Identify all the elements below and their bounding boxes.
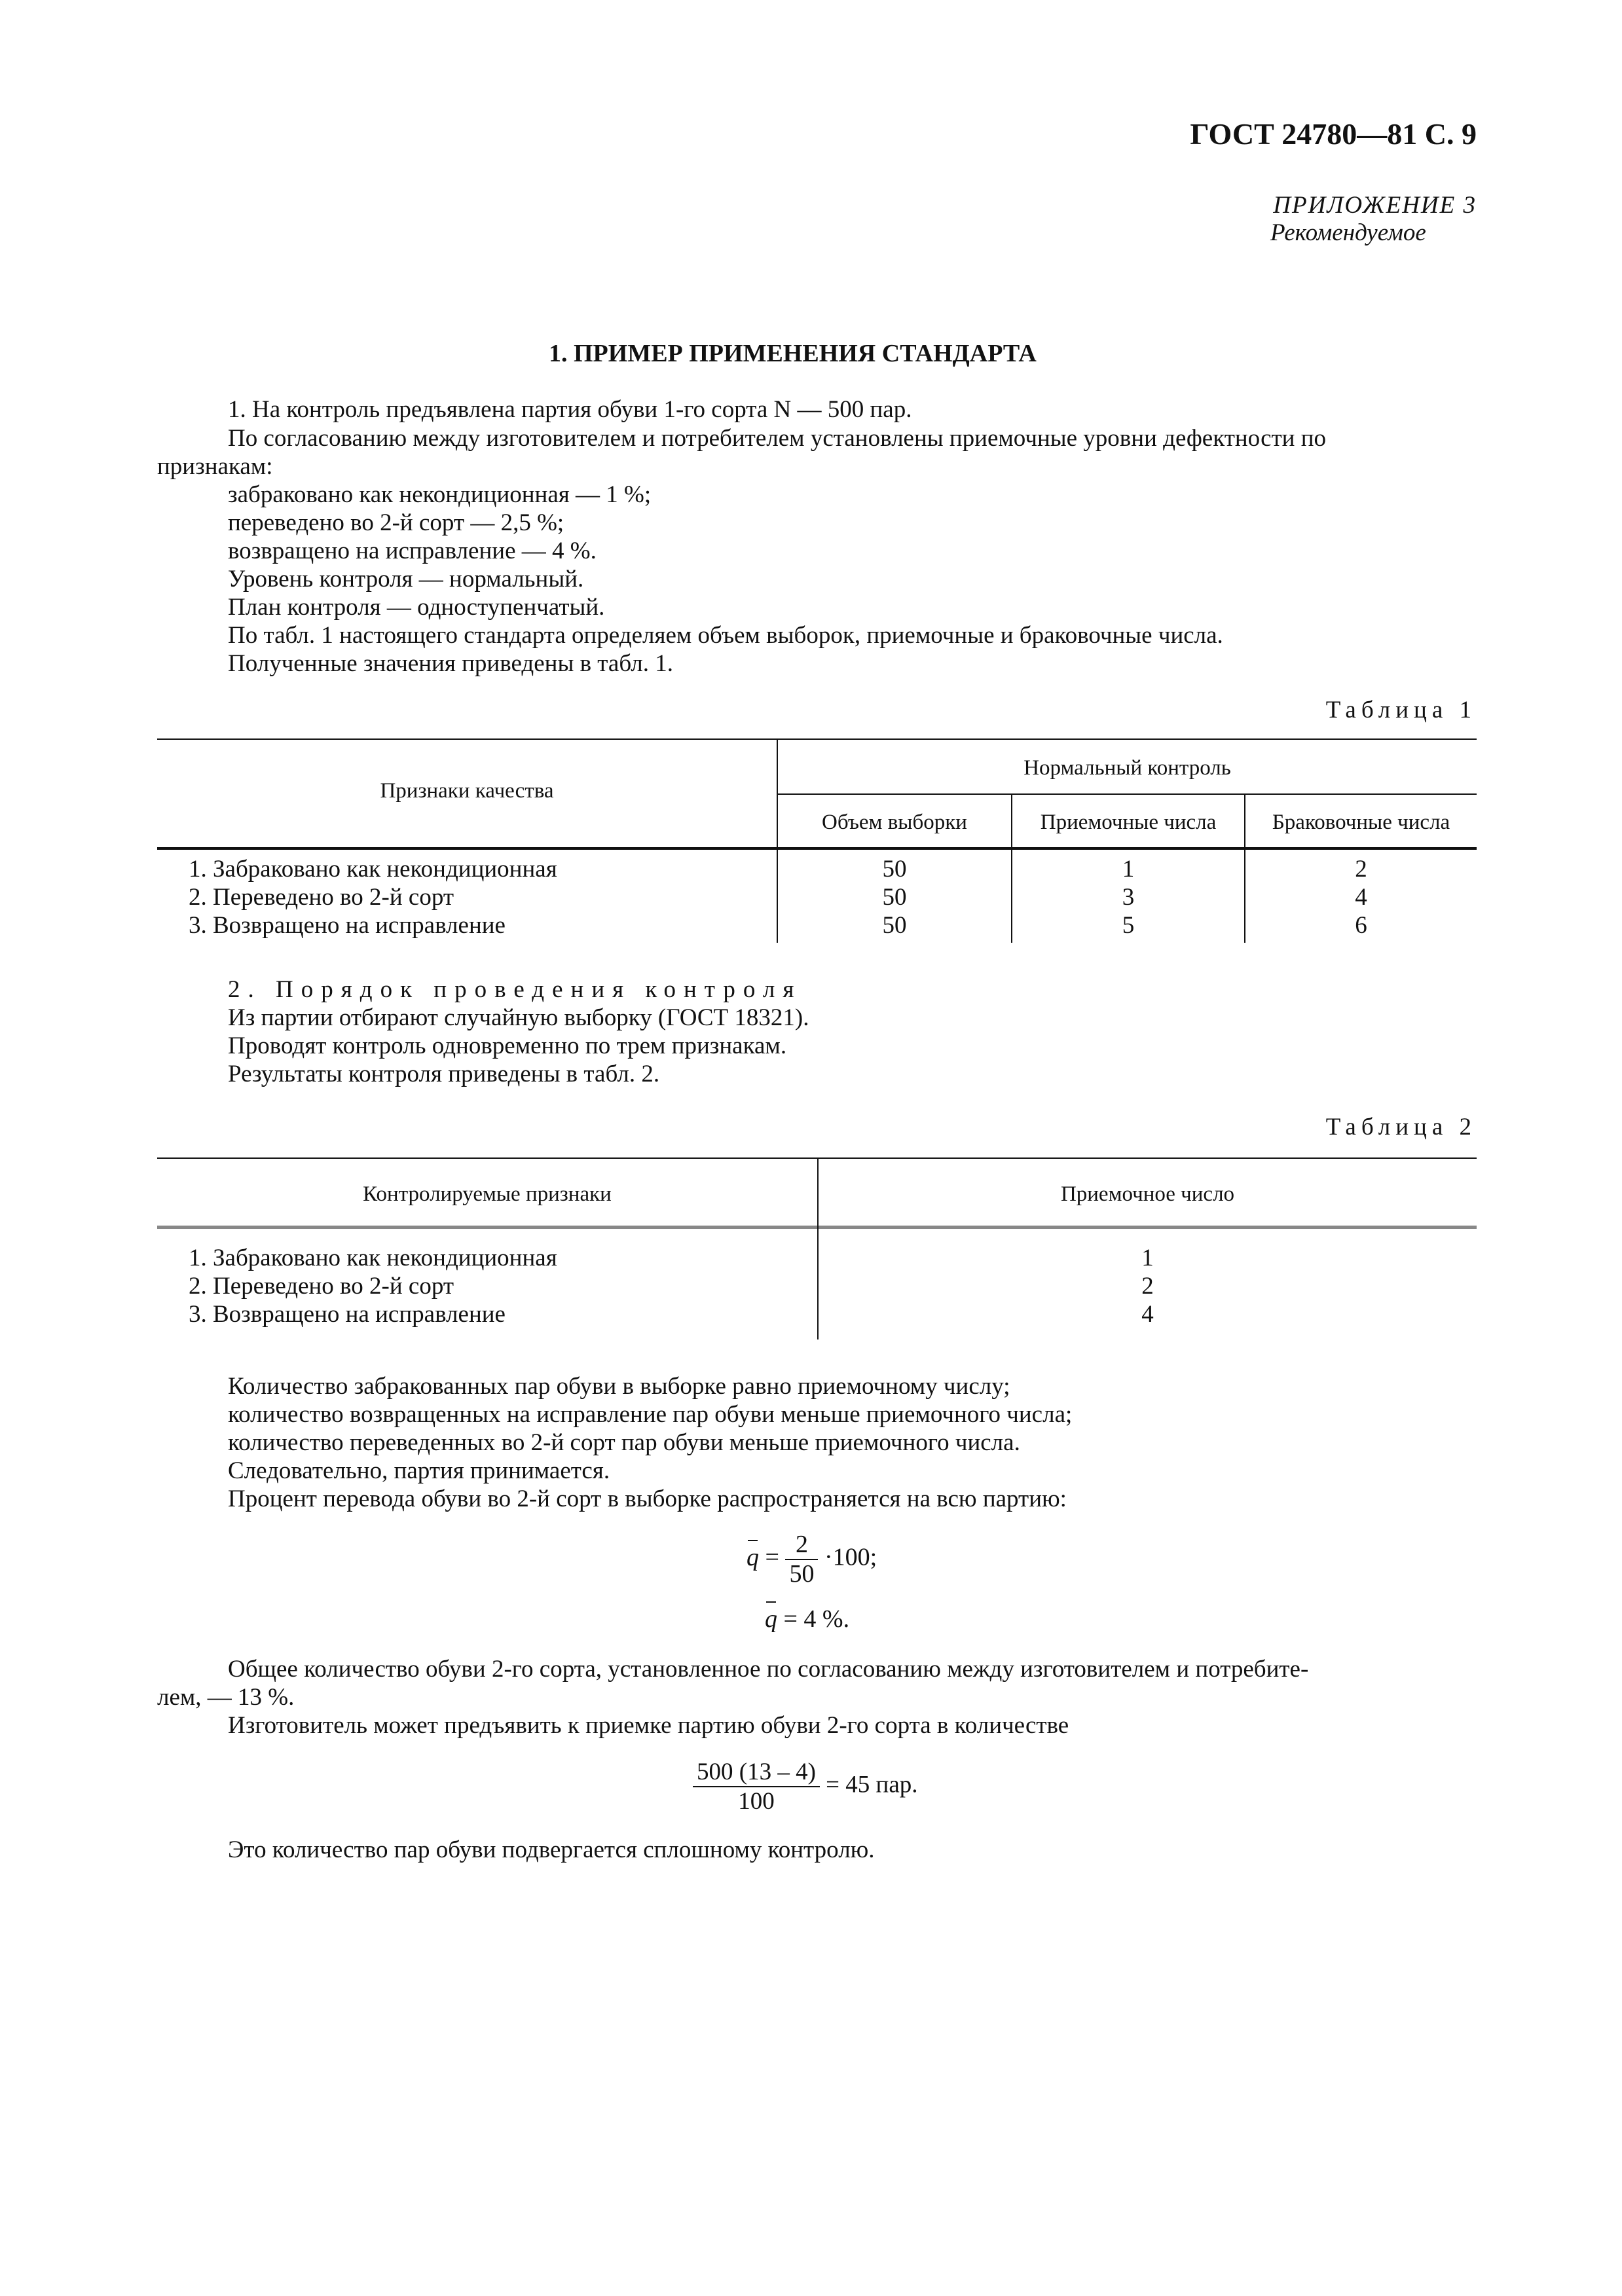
intro-l6: По табл. 1 настоящего стандарта определяем объем выборок, приемочные и браковочные числа. (228, 622, 1223, 649)
table2-col-accept: Приемочное число (1060, 1182, 1235, 1206)
formula2-denominator: 100 (738, 1788, 775, 1815)
table2-caption: Таблица 2 (1325, 1114, 1477, 1140)
table1-col-sample: Объем выборки (822, 811, 967, 834)
intro-p1: 1. На контроль предъявлена партия обуви 1-го сорта N — 500 пар. (228, 396, 912, 423)
total-l2: лем, — 13 %. (157, 1684, 295, 1711)
table1-group-rule (778, 793, 1477, 795)
formula-numerator: 2 (785, 1531, 818, 1560)
table2-row-3-value: 4 (1141, 1301, 1154, 1328)
table1-row-3-reject: 6 (1355, 912, 1367, 939)
formula-result-q-bar: q (765, 1605, 777, 1633)
table1-row-1-reject: 2 (1355, 856, 1367, 883)
formula-percent (746, 1531, 877, 1588)
intro-l5: План контроля — одноступенчатый. (228, 594, 605, 621)
table1-row-3-sample: 50 (882, 912, 907, 939)
intro-p2-line1: По согласованию между изготовителем и потребителем установлены приемочные уровни дефектности по (228, 425, 1327, 452)
table1-col-reject: Браковочные числа (1272, 811, 1450, 834)
conclusion-l2: количество возвращенных на исправление пар обуви меньше приемочного числа; (228, 1401, 1073, 1428)
table2-col-features: Контролируемые признаки (363, 1182, 612, 1206)
formula-tail: ·100; (824, 1543, 877, 1571)
table1-row-2-sample: 50 (882, 884, 907, 911)
conclusion-l3: количество переведенных во 2-й сорт пар обуви меньше приемочного числа. (228, 1429, 1020, 1456)
table2-row-3-label: 3. Возвращено на исправление (189, 1301, 506, 1328)
table1-row-3-accept: 5 (1122, 912, 1135, 939)
conclusion-l4: Следовательно, партия принимается. (228, 1457, 610, 1484)
procedure-l2: Проводят контроль одновременно по трем признакам. (228, 1032, 787, 1059)
total-l3: Изготовитель может предъявить к приемке партию обуви 2-го сорта в количестве (228, 1712, 1069, 1739)
table1-top-rule (157, 738, 1477, 740)
appendix-status: Рекомендуемое (1270, 219, 1426, 246)
procedure-l1: Из партии отбирают случайную выборку (ГОСТ 18321). (228, 1004, 809, 1031)
appendix-label: ПРИЛОЖЕНИЕ 3 (1273, 192, 1477, 219)
table2-row-2-value: 2 (1141, 1273, 1154, 1300)
procedure-l3: Результаты контроля приведены в табл. 2. (228, 1061, 660, 1087)
table1-row-1-label: 1. Забраковано как некондиционная (189, 856, 557, 883)
formula2-numerator: 500 (13 – 4) (693, 1758, 820, 1787)
formula-result-value: = 4 %. (783, 1605, 850, 1633)
table2-row-1-value: 1 (1141, 1245, 1154, 1271)
intro-l4: Уровень контроля — нормальный. (228, 566, 584, 592)
table2-row-1-label: 1. Забраковано как некондиционная (189, 1245, 557, 1271)
intro-l2: переведено во 2-й сорт — 2,5 %; (228, 509, 564, 536)
intro-l3: возвращено на исправление — 4 %. (228, 538, 597, 564)
intro-p2-line2: признакам: (157, 453, 273, 480)
final-sentence: Это количество пар обуви подвергается сплошному контролю. (228, 1836, 875, 1863)
intro-l7: Полученные значения приведены в табл. 1. (228, 650, 673, 677)
formula2-fraction (693, 1758, 820, 1815)
formula2-tail: = 45 пар. (826, 1771, 918, 1798)
total-l1: Общее количество обуви 2-го сорта, установленное по согласованию между изготовителем и потребите- (228, 1656, 1309, 1683)
conclusion-l5: Процент перевода обуви во 2-й сорт в выборке распространяется на всю партию: (228, 1485, 1067, 1512)
table1-group-header: Нормальный контроль (1023, 756, 1231, 780)
table1-row-2-reject: 4 (1355, 884, 1367, 911)
table1-col-quality: Признаки качества (380, 779, 554, 803)
table1-header-rule (157, 847, 1477, 850)
table1-col-accept: Приемочные числа (1040, 811, 1217, 834)
table1-row-1-sample: 50 (882, 856, 907, 883)
formula-fraction (785, 1531, 818, 1588)
procedure-title: 2. Порядок проведения контроля (228, 976, 802, 1003)
table1-row-2-accept: 3 (1122, 884, 1135, 911)
formula-denominator: 50 (789, 1560, 815, 1588)
formula-eq: = (765, 1543, 779, 1571)
formula-quantity (693, 1758, 918, 1815)
conclusion-l1: Количество забракованных пар обуви в выборке равно приемочному числу; (228, 1373, 1010, 1400)
table1-row-2-label: 2. Переведено во 2-й сорт (189, 884, 454, 911)
table1-caption: Таблица 1 (1325, 697, 1477, 723)
gost-header: ГОСТ 24780—81 С. 9 (1190, 117, 1477, 151)
table1-row-3-label: 3. Возвращено на исправление (189, 912, 506, 939)
table1-row-1-accept: 1 (1122, 856, 1135, 883)
formula-result (765, 1605, 849, 1633)
table2-row-2-label: 2. Переведено во 2-й сорт (189, 1273, 454, 1300)
formula-q-bar: q (746, 1543, 759, 1571)
intro-l1: забраковано как некондиционная — 1 %; (228, 481, 652, 508)
section-title: 1. ПРИМЕР ПРИМЕНЕНИЯ СТАНДАРТА (549, 340, 1037, 367)
